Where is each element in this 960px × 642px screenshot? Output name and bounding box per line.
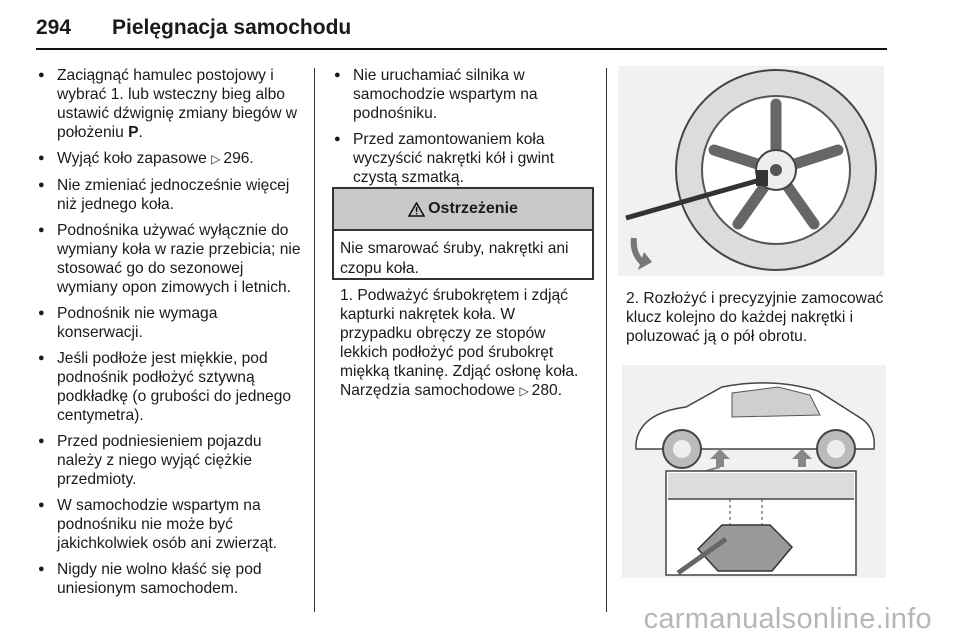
list-item: 2. Rozłożyć i precyzyjnie zamocować klucz kolejno do każdej nakrętki i poluzować ją o pół obrotu. [626,290,884,345]
step-2 [626,289,888,353]
list-item: 1. Podważyć śrubokrętem i zdjąć kapturki nakrętek koła. W przypadku obręczy ze stopów lekkich podłożyć pod śrubokręt miękką tkaninę. Zdjąć osłonę koła. Narzędzia samochodowe ▷ 280. [340,287,579,399]
column-divider [314,68,315,612]
bullet-list [332,66,594,187]
steps-list [340,286,590,401]
steps-list [626,289,888,346]
step-1 [340,286,590,408]
middle-column [332,66,594,194]
list-item: ● Jeśli podłoże jest miękkie, pod podnośnik podłożyć sztywną podkładkę (o grubości do jednego centymetra). [36,349,306,425]
list-item: ● Przed podniesieniem pojazdu należy z niego wyjąć ciężkie przedmioty. [36,432,306,489]
watermark: carmanualsonline.info [643,603,932,635]
list-item: ● Wyjąć koło zapasowe ▷ 296. [36,149,306,169]
step-number: 1. [340,287,354,304]
list-item: ● Podnośnik nie wymaga konserwacji. [36,304,306,342]
warning-header [334,189,592,231]
list-item: ● Nie uruchamiać silnika w samochodzie wspartym na podnośniku. [332,66,594,123]
warning-text: Nie smarować śruby, nakrętki ani czopu koła. [340,240,569,277]
step-number: 2. [626,290,640,307]
column-divider [606,68,607,612]
chapter-title: Pielęgnacja samochodu [112,16,352,39]
warning-title: Ostrzeżenie [428,200,518,217]
page-ref-arrow-icon: ▷ [211,152,221,166]
bullet-list [36,66,306,598]
list-item: ● Podnośnika używać wyłącznie do wymiany koła w razie przebicia; nie stosować go do sezonowej wymiany opon zimowych i letnich. [36,221,306,297]
car-jack-figure [622,365,886,578]
list-item: ● Przed zamontowaniem koła wyczyścić nakrętki kół i gwint czystą szmatką. [332,130,594,187]
list-item: ● W samochodzie wspartym na podnośniku nie może być jakichkolwiek osób ani zwierząt. [36,496,306,553]
list-item: ● Zaciągnąć hamulec postojowy i wybrać 1. lub wsteczny bieg albo ustawić dźwignię zmiany biegów w położeniu P. [36,66,306,142]
page-number: 294 [36,16,72,39]
page-ref-link[interactable]: 296. [223,150,254,167]
page-header [36,14,886,44]
page-ref-arrow-icon: ▷ [519,384,529,398]
list-item: ● Nigdy nie wolno kłaść się pod uniesionym samochodem. [36,560,306,598]
left-column [36,66,306,605]
warning-triangle-icon [408,202,425,217]
page-ref-link[interactable]: 280. [531,382,563,399]
wheel-wrench-figure [618,66,884,276]
header-rule [36,48,887,50]
warning-box [332,187,594,280]
list-item: ● Nie zmieniać jednocześnie więcej niż jednego koła. [36,176,306,214]
